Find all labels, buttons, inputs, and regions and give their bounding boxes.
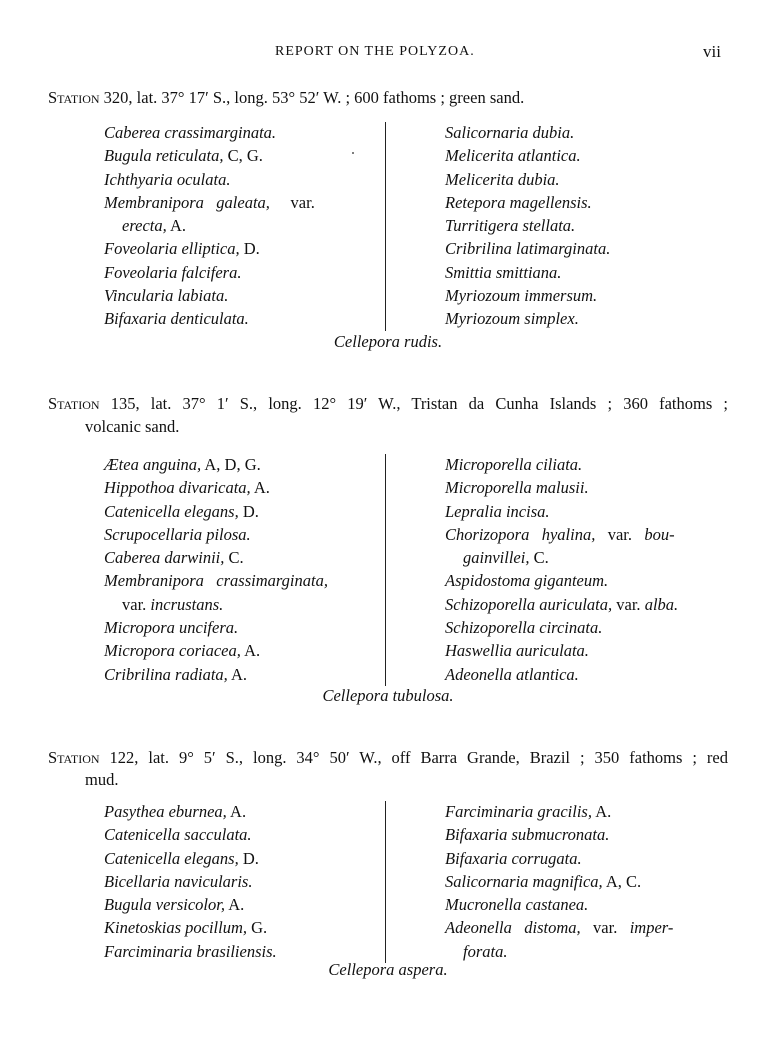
station-label: Station <box>48 748 100 767</box>
centered-species: Cellepora aspera. <box>328 960 448 979</box>
station-text: 320, lat. 37° 17′ S., long. 53° 52′ W. ; 600 fathoms ; green sand. <box>103 88 525 107</box>
species-item: Foveolaria falcifera. <box>104 262 242 282</box>
species-item: Myriozoum immersum. <box>445 286 598 306</box>
station-text: 135, lat. 37° 1′ S., long. 12° 19′ W., Tristan da Cunha Islands ; 360 fathoms ; <box>110 394 729 413</box>
species-item: Ichthyaria oculata. <box>104 169 231 189</box>
species-item: Salicornaria dubia. <box>445 123 575 142</box>
species-item: Foveolaria elliptica, D. <box>104 239 260 259</box>
species-item: Vincularia labiata. <box>104 286 229 306</box>
species-item: Microporella ciliata. <box>445 455 583 474</box>
species-column-left <box>104 121 344 331</box>
species-item: gainvillei, C. <box>463 548 549 568</box>
station-label: Station <box>48 394 100 413</box>
page-header <box>0 44 776 66</box>
running-title: REPORT ON THE POLYZOA. <box>275 44 475 59</box>
station-label: Station <box>48 88 100 107</box>
species-item: Bifaxaria denticulata. <box>104 309 249 329</box>
species-item: Mucronella castanea. <box>445 895 589 915</box>
centered-species: Cellepora rudis. <box>333 332 443 351</box>
species-item: Melicerita dubia. <box>445 169 560 189</box>
species-item: Turritigera stellata. <box>445 216 576 236</box>
column-divider <box>385 454 386 686</box>
station-heading <box>48 746 728 769</box>
station-text-continued: mud. <box>85 770 119 789</box>
species-item: Bicellaria navicularis. <box>104 871 253 891</box>
species-item: erecta, A. <box>122 216 187 236</box>
station-text-continued: volcanic sand. <box>85 417 180 436</box>
species-item: Cribrilina radiata, A. <box>104 664 248 684</box>
species-item: Hippothoa divaricata, A. <box>104 478 270 498</box>
centered-species: Cellepora tubulosa. <box>322 686 454 705</box>
species-item: Lepralia incisa. <box>445 501 550 521</box>
species-item: Microporella malusii. <box>445 478 589 498</box>
species-item: Scrupocellaria pilosa. <box>104 524 251 544</box>
species-item: Bifaxaria corrugata. <box>445 848 582 868</box>
species-column-right <box>445 800 725 963</box>
species-item: Smittia smittiana. <box>445 262 562 282</box>
species-item: Membranipora galeata, var. <box>104 192 315 212</box>
station-heading <box>48 86 728 109</box>
species-item: Catenicella elegans, D. <box>104 848 259 868</box>
species-item: Kinetoskias pocillum, G. <box>104 918 268 938</box>
species-item: Retepora magellensis. <box>445 192 592 212</box>
species-column-left <box>104 800 364 963</box>
species-item: Micropora coriacea, A. <box>104 641 261 661</box>
species-item: Bugula reticulata, C, G. <box>104 146 263 166</box>
species-item: Schizoporella auriculata, var. alba. <box>445 594 679 614</box>
species-item: Membranipora crassimarginata, <box>104 571 328 591</box>
species-item: Cribrilina latimarginata. <box>445 239 611 259</box>
print-speck <box>352 152 354 154</box>
species-item: Melicerita atlantica. <box>445 146 581 166</box>
page-number: vii <box>703 42 721 61</box>
species-column-right <box>445 121 725 331</box>
species-item: Schizoporella circinata. <box>445 618 603 638</box>
column-divider <box>385 801 386 963</box>
species-item: Catenicella elegans, D. <box>104 501 259 521</box>
species-item: Salicornaria magnifica, A, C. <box>445 871 642 891</box>
species-item: Catenicella sacculata. <box>104 825 252 845</box>
station-text: 122, lat. 9° 5′ S., long. 34° 50′ W., off Barra Grande, Brazil ; 350 fathoms ; red <box>109 748 728 767</box>
species-item: Farciminaria gracilis, A. <box>445 802 612 821</box>
species-item: forata. <box>463 941 508 961</box>
species-item: Chorizopora hyalina, var. bou- <box>445 524 675 544</box>
species-item: Aspidostoma giganteum. <box>445 571 609 591</box>
species-item: Myriozoum simplex. <box>445 309 579 329</box>
species-item: Caberea darwinii, C. <box>104 548 244 568</box>
species-item: Bifaxaria submucronata. <box>445 825 610 845</box>
species-item: Micropora uncifera. <box>104 618 239 638</box>
species-item: Adeonella distoma, var. imper- <box>445 918 674 938</box>
species-item: Ætea anguina, A, D, G. <box>104 455 261 474</box>
species-item: var. incrustans. <box>122 594 224 614</box>
species-item: Pasythea eburnea, A. <box>104 802 247 821</box>
species-column-left <box>104 453 364 686</box>
species-item: Haswellia auriculata. <box>445 641 589 661</box>
column-divider <box>385 122 386 331</box>
station-heading <box>48 392 728 415</box>
species-item: Bugula versicolor, A. <box>104 895 245 915</box>
species-column-right <box>445 453 730 686</box>
species-item: Farciminaria brasiliensis. <box>104 941 277 961</box>
species-item: Caberea crassimarginata. <box>104 123 277 142</box>
species-item: Adeonella atlantica. <box>445 664 579 684</box>
